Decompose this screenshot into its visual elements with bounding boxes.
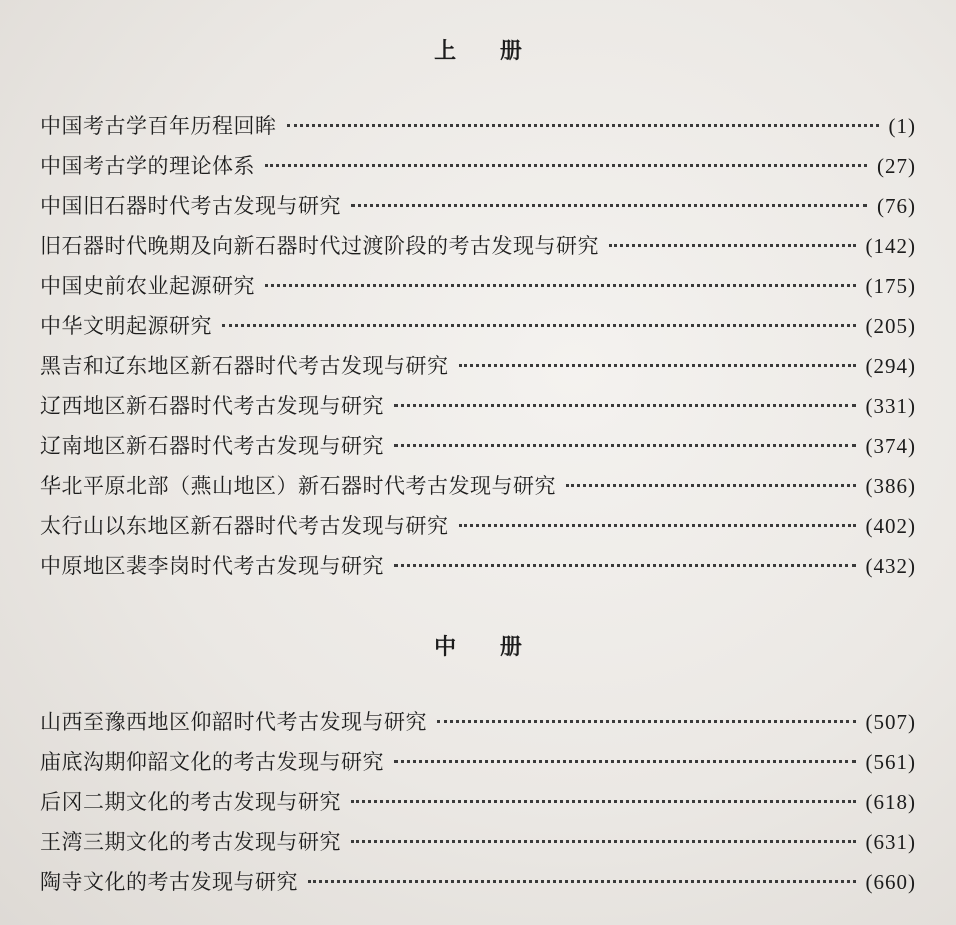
dot-leader bbox=[394, 443, 856, 447]
volume-heading: 中 册 bbox=[434, 634, 540, 660]
entry-page-number: (507) bbox=[865, 710, 916, 734]
toc-entry[interactable] bbox=[40, 862, 916, 902]
entry-page-number: (142) bbox=[865, 234, 916, 258]
entry-title: 庙底沟期仰韶文化的考古发现与研究 bbox=[40, 750, 384, 774]
dot-leader bbox=[609, 243, 856, 247]
dot-leader bbox=[394, 403, 856, 407]
entry-title: 中国考古学的理论体系 bbox=[40, 154, 255, 178]
entry-page-number: (205) bbox=[865, 314, 916, 338]
toc-entry[interactable] bbox=[40, 186, 916, 226]
entry-page-number: (618) bbox=[865, 790, 916, 814]
dot-leader bbox=[265, 283, 856, 287]
entry-title: 中原地区裴李岗时代考古发现与研究 bbox=[40, 554, 384, 578]
toc-entry[interactable] bbox=[40, 146, 916, 186]
entry-title: 王湾三期文化的考古发现与研究 bbox=[40, 830, 341, 854]
entry-title: 中华文明起源研究 bbox=[40, 314, 212, 338]
entry-title: 陶寺文化的考古发现与研究 bbox=[40, 870, 298, 894]
entry-title: 中国史前农业起源研究 bbox=[40, 274, 255, 298]
toc-entry[interactable] bbox=[40, 506, 916, 546]
entry-page-number: (294) bbox=[865, 354, 916, 378]
entry-title: 山西至豫西地区仰韶时代考古发现与研究 bbox=[40, 710, 427, 734]
dot-leader bbox=[394, 563, 856, 567]
toc-entry[interactable] bbox=[40, 386, 916, 426]
entry-page-number: (631) bbox=[865, 830, 916, 854]
dot-leader bbox=[265, 163, 867, 167]
entry-page-number: (1) bbox=[888, 114, 916, 138]
toc-entry[interactable] bbox=[40, 466, 916, 506]
entry-page-number: (27) bbox=[877, 154, 916, 178]
dot-leader bbox=[459, 363, 856, 367]
toc-entry[interactable] bbox=[40, 426, 916, 466]
entry-page-number: (374) bbox=[865, 434, 916, 458]
entry-title: 旧石器时代晚期及向新石器时代过渡阶段的考古发现与研究 bbox=[40, 234, 599, 258]
entry-title: 中国考古学百年历程回眸 bbox=[40, 114, 277, 138]
dot-leader bbox=[308, 879, 856, 883]
entry-title: 中国旧石器时代考古发现与研究 bbox=[40, 194, 341, 218]
toc-entry[interactable] bbox=[40, 742, 916, 782]
entry-title: 辽西地区新石器时代考古发现与研究 bbox=[40, 394, 384, 418]
entry-page-number: (660) bbox=[865, 870, 916, 894]
toc-entry[interactable] bbox=[40, 346, 916, 386]
dot-leader bbox=[394, 759, 856, 763]
entry-title: 后冈二期文化的考古发现与研究 bbox=[40, 790, 341, 814]
entry-page-number: (175) bbox=[865, 274, 916, 298]
entry-title: 太行山以东地区新石器时代考古发现与研究 bbox=[40, 514, 449, 538]
toc-list-volume-1 bbox=[40, 106, 916, 586]
dot-leader bbox=[566, 483, 856, 487]
entry-page-number: (402) bbox=[865, 514, 916, 538]
dot-leader bbox=[351, 799, 856, 803]
entry-page-number: (386) bbox=[865, 474, 916, 498]
toc-entry[interactable] bbox=[40, 226, 916, 266]
dot-leader bbox=[287, 123, 879, 127]
entry-page-number: (76) bbox=[877, 194, 916, 218]
entry-page-number: (331) bbox=[865, 394, 916, 418]
dot-leader bbox=[351, 203, 867, 207]
dot-leader bbox=[459, 523, 856, 527]
entry-title: 华北平原北部（燕山地区）新石器时代考古发现与研究 bbox=[40, 474, 556, 498]
dot-leader bbox=[437, 719, 856, 723]
entry-title: 黑吉和辽东地区新石器时代考古发现与研究 bbox=[40, 354, 449, 378]
toc-entry[interactable] bbox=[40, 106, 916, 146]
entry-page-number: (561) bbox=[865, 750, 916, 774]
toc-entry[interactable] bbox=[40, 546, 916, 586]
dot-leader bbox=[222, 323, 856, 327]
dot-leader bbox=[351, 839, 856, 843]
entry-page-number: (432) bbox=[865, 554, 916, 578]
toc-entry[interactable] bbox=[40, 822, 916, 862]
volume-heading: 上 册 bbox=[434, 38, 540, 64]
toc-entry[interactable] bbox=[40, 702, 916, 742]
toc-entry[interactable] bbox=[40, 782, 916, 822]
toc-list-volume-2 bbox=[40, 702, 916, 902]
entry-title: 辽南地区新石器时代考古发现与研究 bbox=[40, 434, 384, 458]
toc-entry[interactable] bbox=[40, 266, 916, 306]
toc-entry[interactable] bbox=[40, 306, 916, 346]
